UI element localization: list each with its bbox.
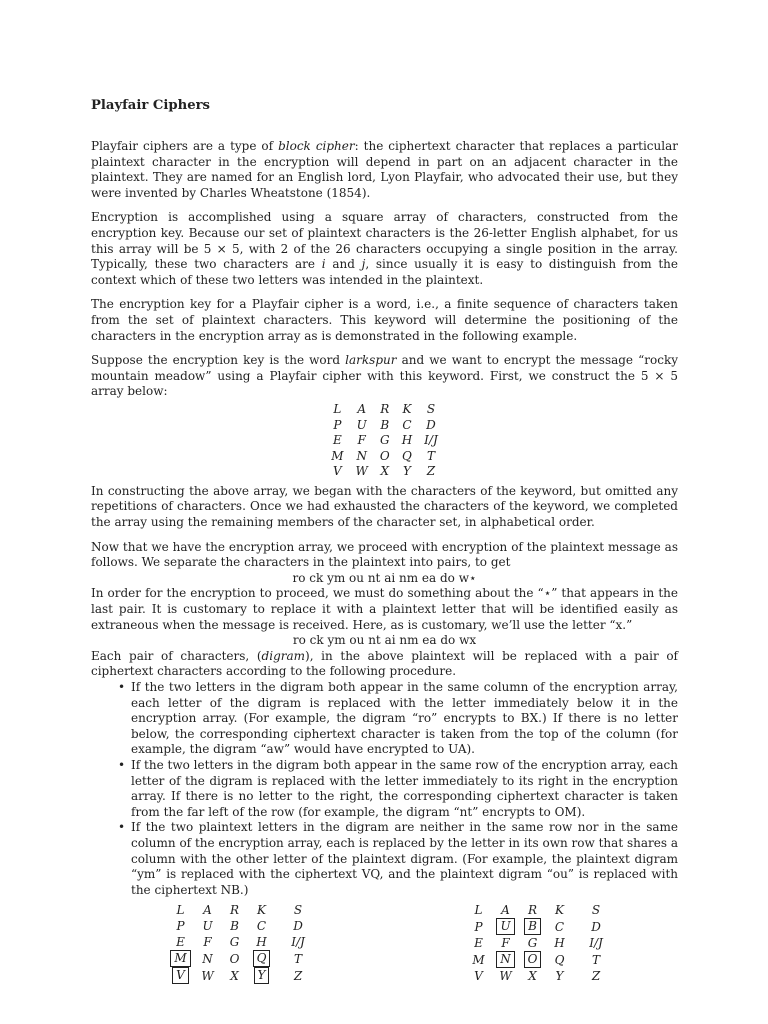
array-cell: H <box>256 935 267 950</box>
array-cell: F <box>357 433 366 448</box>
document-page <box>91 98 678 1002</box>
array-cell: O <box>229 951 240 966</box>
paragraph-digram: Each pair of characters, (digram), in the above plaintext will be replaced with a pair of ciphertext characters according to the following procedure. <box>91 648 678 679</box>
array-row <box>465 935 619 951</box>
array-cell: G <box>527 936 538 951</box>
rules-list <box>91 680 678 898</box>
array-cell: Z <box>591 969 601 984</box>
highlighted-letter: Q <box>253 950 271 967</box>
array-cell: A <box>501 903 510 918</box>
rule-rectangle: • If the two plaintext letters in the digram are neither in the same row nor in the same column of the encryption array, each is replaced by the letter in its own row that shares a column with the other letter of the plaintext digram. (For example, the plaintext digram “ym” is replaced with the ciphertext VQ, and the plaintext digram “ou” is replaced with the ciphertext NB.) <box>131 820 678 898</box>
array-cell: I/J <box>589 936 603 951</box>
array-cell <box>167 950 194 967</box>
array-row <box>167 950 321 967</box>
paragraph-pairs: Now that we have the encryption array, we proceed with encryption of the plaintext message as follows. We separate the characters in the plaintext into pairs, to get <box>91 539 678 570</box>
highlighted-letter: B <box>524 918 541 935</box>
array-cell: D <box>293 919 303 934</box>
array-cell: S <box>426 401 436 416</box>
array-cell: O <box>379 448 390 463</box>
array-cell: A <box>203 903 212 918</box>
array-cell: K <box>555 903 564 918</box>
array-cell: D <box>426 417 436 432</box>
array-cell <box>519 951 546 968</box>
array-cell: N <box>356 448 367 463</box>
array-cell: S <box>591 903 601 918</box>
encryption-array <box>325 402 444 480</box>
array-cell: K <box>257 903 266 918</box>
array-cell: W <box>499 969 512 984</box>
array-cell: P <box>474 919 483 934</box>
array-cell <box>248 950 275 967</box>
array-cell: Y <box>555 969 564 984</box>
array-cell: R <box>229 903 240 918</box>
paragraph-encryption-array: Encryption is accomplished using a square array of characters, constructed from the encryption key. Because our set of plaintext characters is the 26-letter English alphabet, for us this array will be 5 × 5, with 2 of the 26 characters occupying a single position in the array. Typically, these two characters are i and j, since usually it is easy to distinguish from the context which of these two letters was intended in the plaintext. <box>91 210 678 287</box>
array-cell: E <box>176 935 185 950</box>
highlighted-letter: O <box>524 951 542 968</box>
array-cell: K <box>402 401 412 416</box>
array-cell: T <box>426 448 435 463</box>
paragraph-example: Suppose the encryption key is the word larkspur and we want to encrypt the message “rocky mountain meadow” using a Playfair cipher with this keyword. First, we construct the 5 × 5 array below: <box>91 353 678 399</box>
array-cell: L <box>333 401 342 416</box>
array-cell: X <box>380 464 390 479</box>
array-cell: W <box>201 968 214 983</box>
array-row <box>325 402 444 418</box>
array-cell: W <box>355 464 368 479</box>
array-row <box>167 902 321 918</box>
array-cell: U <box>202 919 213 934</box>
array-row <box>465 918 619 935</box>
array-cell: X <box>230 968 239 983</box>
array-row <box>465 902 619 918</box>
paragraph-intro: Playfair ciphers are a type of block cipher: the ciphertext character that replaces a particular plaintext character in the encryption will depend in part on an adjacent character in the plaintext. They are named for an English lord, Lyon Playfair, who advocated their use, but they were invented by Charles Wheatstone (1854). <box>91 139 678 200</box>
array-cell: P <box>176 919 185 934</box>
array-cell: L <box>474 903 483 918</box>
array-cell <box>492 951 519 968</box>
array-cell: B <box>230 919 239 934</box>
array-cell: D <box>591 919 601 934</box>
array-cell: A <box>357 401 367 416</box>
array-row <box>167 967 321 984</box>
array-cell <box>519 918 546 935</box>
rule-same-column: • If the two letters in the digram both appear in the same column of the encryption array, each letter of the digram is replaced with the letter immediately below it in the encryption array. (For example, the digram “ro” encrypts to BX.) If there is no letter below, the corresponding ciphertext character is taken from the top of the column (for example, the digram “aw” would have encrypted to UA). <box>131 680 678 758</box>
array-cell: V <box>333 464 342 479</box>
example-array-ym <box>167 902 321 984</box>
rectangle-examples <box>91 902 678 1002</box>
array-cell: R <box>380 401 390 416</box>
array-row <box>325 418 444 434</box>
paragraph-replace: In order for the encryption to proceed, we must do something about the “⋆” that appears in the last pair. It is customary to replace it with a plaintext letter that will be identified easily as extraneous when the message is received. Here, as is customary, we’ll use the letter “x.” <box>91 586 678 632</box>
array-cell: I/J <box>424 433 438 448</box>
array-cell: Y <box>402 464 411 479</box>
array-row <box>167 918 321 934</box>
array-cell: C <box>554 919 565 934</box>
array-cell: E <box>332 433 342 448</box>
array-cell: I/J <box>291 935 305 950</box>
highlighted-letter: N <box>496 951 515 968</box>
rule-same-row: • If the two letters in the digram both appear in the same row of the encryption array, each letter of the digram is replaced with the letter immediately to its right in the encryption array. If there is no letter to the right, the corresponding ciphertext character is taken from the far left of the row (for example, the digram “nt” encrypts to OM). <box>131 758 678 820</box>
array-cell: Q <box>554 952 565 967</box>
paragraph-encryption-key: The encryption key for a Playfair cipher is a word, i.e., a finite sequence of characters taken from the set of plaintext characters. This keyword will determine the positioning of the characters in the encryption array as is demonstrated in the following example. <box>91 297 678 343</box>
array-cell: M <box>331 448 344 463</box>
highlighted-letter: V <box>172 967 189 984</box>
array-cell: C <box>256 919 267 934</box>
array-cell: C <box>402 417 412 432</box>
array-cell: R <box>527 903 538 918</box>
array-cell: Q <box>402 448 412 463</box>
paragraph-construction: In constructing the above array, we began with the characters of the keyword, but omitted any repetitions of characters. Once we had exhausted the characters of the keyword, we completed the array using the remaining members of the character set, in alphabetical order. <box>91 483 678 530</box>
array-cell: X <box>528 969 537 984</box>
highlighted-letter: U <box>496 918 514 935</box>
array-cell <box>167 967 194 984</box>
array-cell: Z <box>426 464 436 479</box>
array-cell: B <box>380 417 390 432</box>
highlighted-letter: Y <box>254 967 270 984</box>
array-cell <box>492 918 519 935</box>
array-row <box>325 464 444 480</box>
array-cell: F <box>203 935 212 950</box>
plaintext-pairs-star: ro ck ym ou nt ai nm ea do w⋆ <box>292 570 477 585</box>
array-cell: M <box>472 952 485 967</box>
array-cell: E <box>474 936 483 951</box>
array-row <box>325 433 444 449</box>
array-cell: Z <box>293 968 303 983</box>
array-cell: P <box>333 417 342 432</box>
array-row <box>325 449 444 465</box>
plaintext-pairs-x: ro ck ym ou nt ai nm ea do wx <box>292 633 477 648</box>
array-cell: G <box>229 935 240 950</box>
example-array-ou <box>465 902 619 984</box>
array-cell: F <box>501 936 510 951</box>
array-cell: N <box>202 951 213 966</box>
page-title: Playfair Ciphers <box>91 98 210 113</box>
array-cell: G <box>379 433 390 448</box>
array-row <box>167 934 321 950</box>
array-row <box>465 951 619 968</box>
array-cell: V <box>474 969 483 984</box>
array-cell: U <box>356 417 367 432</box>
array-cell: S <box>293 903 303 918</box>
array-cell: H <box>401 433 413 448</box>
array-cell: L <box>176 903 185 918</box>
array-cell: H <box>554 936 565 951</box>
highlighted-letter: M <box>170 950 190 967</box>
array-row <box>465 968 619 984</box>
array-cell: T <box>591 952 600 967</box>
array-cell <box>248 967 275 984</box>
array-cell: T <box>293 951 302 966</box>
